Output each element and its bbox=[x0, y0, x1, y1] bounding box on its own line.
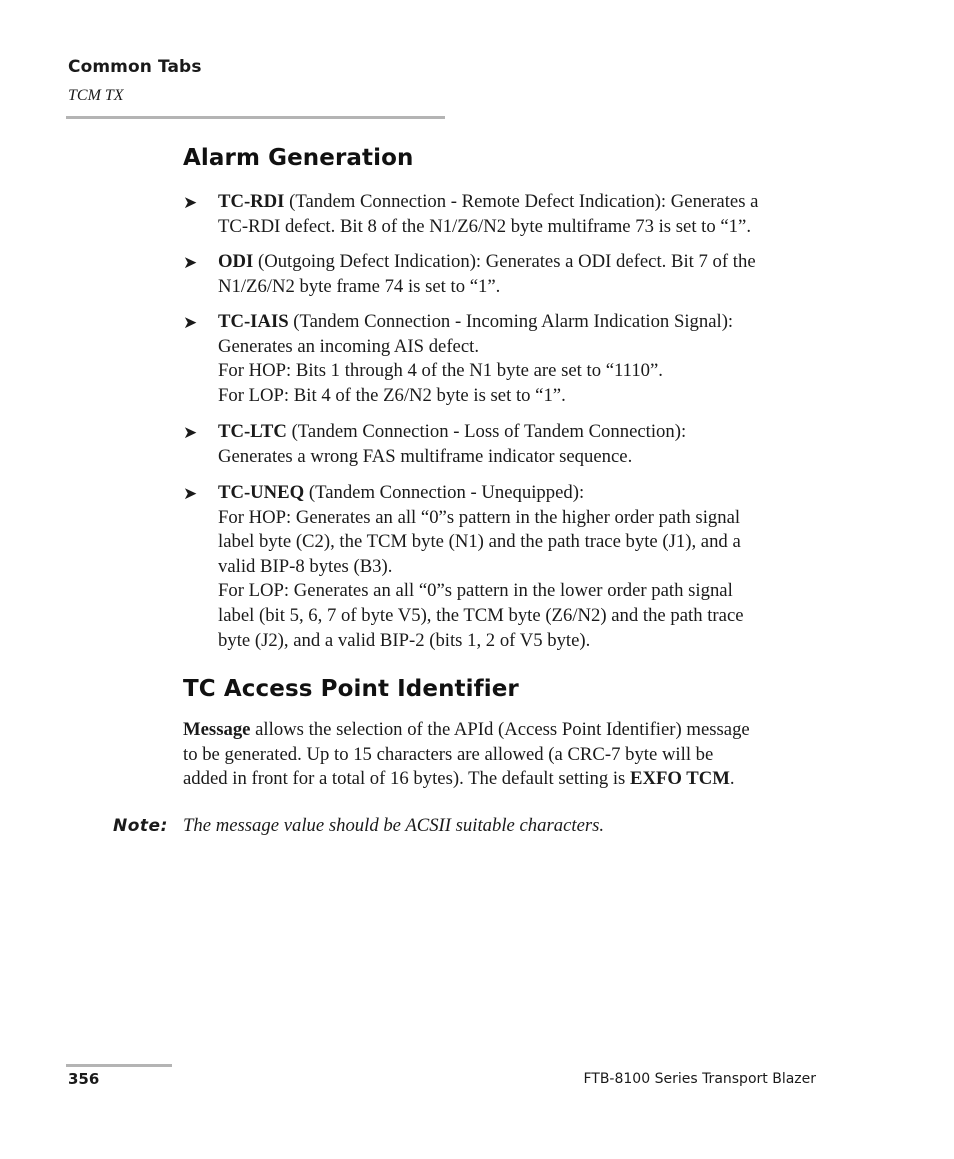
arrow-bullet-icon: ➤ bbox=[183, 193, 198, 213]
bullet-term: TC-IAIS bbox=[218, 311, 289, 332]
bullet-term: TC-RDI bbox=[218, 191, 285, 212]
product-name: FTB-8100 Series Transport Blazer bbox=[583, 1071, 816, 1087]
default-value: EXFO TCM bbox=[630, 768, 730, 790]
arrow-bullet-icon: ➤ bbox=[183, 423, 198, 443]
note-text: The message value should be ACSII suitable characters. bbox=[183, 815, 605, 836]
arrow-bullet-icon: ➤ bbox=[183, 253, 198, 273]
message-paragraph: Message allows the selection of the APId (Access Point Identifier) message to be generated. Up to 15 characters are allowed (a CRC-7 byte will be added in front for a total of 16 bytes). The default setting is EXFO TCM. bbox=[183, 719, 750, 790]
bullet-text: TC-RDI (Tandem Connection - Remote Defect Indication): Generates a TC-RDI defect. Bit 8 of the N1/Z6/N2 byte multiframe 73 is set to “1”. bbox=[218, 191, 759, 237]
note-label: Note: bbox=[113, 816, 168, 836]
section-title: Common Tabs bbox=[68, 57, 202, 77]
tc-access-point-heading: TC Access Point Identifier bbox=[183, 676, 519, 702]
bullet-text: TC-UNEQ (Tandem Connection - Unequipped): For HOP: Generates an all “0”s pattern in the higher order path signal label byte (C2), the TCM byte (N1) and the path trace byte (J1), and a valid BIP-8 bytes (B3). For LOP: Generates an all “0”s pattern in the lower order path signal label (bit 5, 6, 7 of byte V5), the TCM byte (Z6/N2) and the path trace byte (J2), and a valid BIP-2 (bits 1, 2 of V5 byte). bbox=[218, 482, 744, 651]
arrow-bullet-icon: ➤ bbox=[183, 313, 198, 333]
bullet-term: TC-LTC bbox=[218, 421, 287, 442]
arrow-bullet-icon: ➤ bbox=[183, 484, 198, 504]
subsection-title: TCM TX bbox=[68, 87, 124, 104]
bullet-text: TC-LTC (Tandem Connection - Loss of Tandem Connection): Generates a wrong FAS multiframe indicator sequence. bbox=[218, 421, 687, 467]
footer-divider bbox=[66, 1064, 172, 1067]
header-divider bbox=[66, 116, 445, 119]
bullet-text: TC-IAIS (Tandem Connection - Incoming Alarm Indication Signal): Generates an incoming AIS defect. For HOP: Bits 1 through 4 of the N1 byte are set to “1110”. For LOP: Bit 4 of the Z6/N2 byte is set to “1”. bbox=[218, 311, 734, 406]
page-number: 356 bbox=[68, 1070, 100, 1088]
message-term: Message bbox=[183, 719, 251, 740]
bullet-term: ODI bbox=[218, 251, 254, 272]
bullet-text: ODI (Outgoing Defect Indication): Generates a ODI defect. Bit 7 of the N1/Z6/N2 byte frame 74 is set to “1”. bbox=[218, 251, 756, 297]
bullet-term: TC-UNEQ bbox=[218, 482, 305, 503]
alarm-generation-heading: Alarm Generation bbox=[183, 145, 414, 171]
